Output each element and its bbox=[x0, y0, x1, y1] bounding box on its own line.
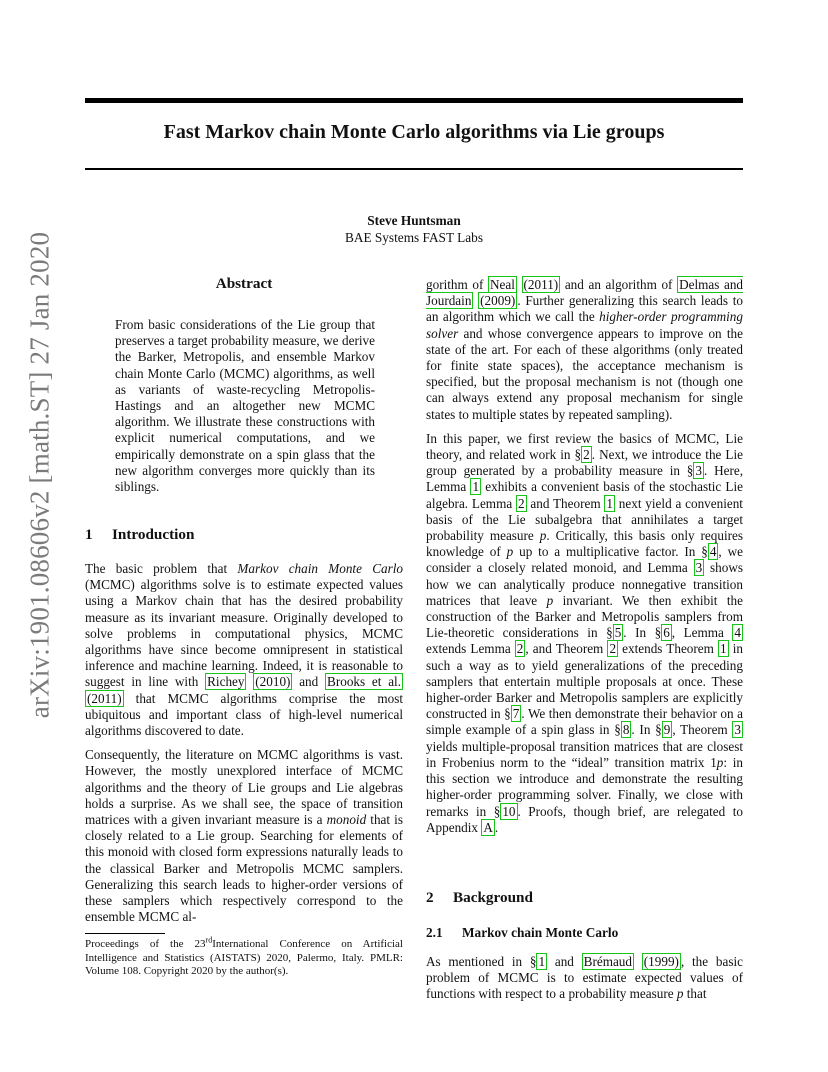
section-link[interactable]: 8 bbox=[622, 722, 630, 738]
section-link[interactable]: 7 bbox=[512, 706, 520, 722]
section-2-heading bbox=[426, 889, 533, 907]
arxiv-sidebar-id: arXiv:1901.08606v2 [math.ST] 27 Jan 2020 bbox=[24, 231, 55, 719]
citation-link[interactable]: Brooks et al. bbox=[327, 674, 402, 690]
citation-link[interactable]: Richey bbox=[207, 674, 245, 690]
section-number: 1 bbox=[85, 526, 93, 543]
citation-link[interactable]: Delmas and Jourdain bbox=[426, 277, 744, 309]
citation-link[interactable]: (2009) bbox=[480, 293, 516, 309]
lemma-link[interactable]: 1 bbox=[472, 479, 480, 495]
top-rule bbox=[85, 98, 743, 103]
lemma-link[interactable]: 3 bbox=[695, 560, 703, 576]
citation-link[interactable]: Brémaud bbox=[583, 954, 632, 969]
theorem-link[interactable]: 1 bbox=[720, 641, 727, 657]
left-column-body bbox=[85, 561, 403, 933]
theorem-link[interactable]: 3 bbox=[734, 722, 741, 738]
section-title: Introduction bbox=[112, 526, 195, 543]
section-link[interactable]: 2 bbox=[583, 447, 590, 463]
citation-link[interactable]: (1999) bbox=[643, 954, 679, 969]
section-1-heading bbox=[85, 526, 194, 544]
section-link[interactable]: 9 bbox=[663, 722, 671, 738]
author-name: Steve Huntsman bbox=[367, 213, 461, 228]
citation-link[interactable]: (2011) bbox=[523, 277, 559, 292]
theorem-link[interactable]: 1 bbox=[606, 495, 613, 511]
lemma-link[interactable]: 2 bbox=[516, 641, 524, 657]
section-link[interactable]: 1 bbox=[538, 954, 546, 969]
theorem-link[interactable]: 2 bbox=[609, 641, 617, 657]
section-link[interactable]: 10 bbox=[502, 803, 516, 819]
author-affiliation: BAE Systems FAST Labs bbox=[344, 230, 484, 245]
paper-title: Fast Markov chain Monte Carlo algorithms via Lie groups bbox=[163, 121, 665, 143]
section-link[interactable]: 6 bbox=[663, 625, 670, 641]
right-column-body bbox=[426, 277, 743, 844]
subsection-2-1-heading bbox=[426, 925, 618, 941]
citation-link[interactable]: (2011) bbox=[87, 690, 122, 706]
section-link[interactable]: 4 bbox=[709, 544, 717, 560]
section-link[interactable]: 3 bbox=[695, 463, 702, 479]
background-paragraph-1: As mentioned in § 1 and Brémaud (1999) , the basic problem of MCMC is to estimate expected values of functions with respect to a probability measure p that bbox=[426, 954, 743, 1002]
citation-link[interactable]: (2010) bbox=[255, 674, 291, 690]
section-link[interactable]: 5 bbox=[614, 625, 622, 641]
intro-paragraph-2: Consequently, the literature on MCMC algorithms is vast. However, the mostly unexplored interface of MCMC algorithms and the theory of Lie groups and Lie algebras holds a surprise. As we shall see, the space of transition matrices with a given invariant measure is a monoid that is closely related to a Lie group. Searching for elements of this monoid with closed form expressions naturally leads to the classical Barker and Metropolis MCMC samplers. Generalizing this search leads to higher-order versions of these samplers which respectively correspond to the ensemble MCMC al- bbox=[85, 747, 403, 925]
section-number: 2 bbox=[426, 889, 434, 906]
footnote-rule bbox=[85, 933, 165, 934]
appendix-link[interactable]: A bbox=[483, 819, 493, 835]
citation-link[interactable]: Neal bbox=[490, 277, 515, 292]
footnote: Proceedings of the 23rdInternational Conference on Artificial Intelligence and Statistics (AISTATS) 2020, Palermo, Italy. PMLR: Volume 108. Copyright 2020 by the author(s). bbox=[85, 935, 403, 977]
lemma-link[interactable]: 4 bbox=[734, 625, 742, 641]
author-block bbox=[85, 212, 743, 246]
title-rule bbox=[85, 168, 743, 170]
intro-paragraph-1: The basic problem that Markov chain Monte Carlo (MCMC) algorithms solve is to estimate expected values using a Markov chain that has the desired probability measure as its invariant measure. Originally developed to solve problems in computational physics, MCMC algorithms have since become omnipresent in statistical inference and machine learning. Indeed, it is reasonable to suggest in line with Richey (2010) and Brooks et al. (2011) that MCMC algorithms comprise the most ubiquitous and important class of high-level numerical algorithms discovered to date. bbox=[85, 561, 403, 739]
section-title: Background bbox=[453, 889, 533, 906]
abstract-text: From basic considerations of the Lie group that preserves a target probability measure, we derive the Barker, Metropolis, and ensemble Markov chain Monte Carlo (MCMC) algorithms, as well as variants of waste-recycling Metropolis-Hastings and an altogether new MCMC algorithm. We illustrate these constructions with explicit numerical computations, and we empirically demonstrate on a spin glass that the new algorithm converges more quickly than its siblings. bbox=[115, 317, 375, 495]
intro-paragraph-3: gorithm of Neal (2011) and an algorithm of Delmas and Jourdain (2009) . Further generalizing this search leads to an algorithm which we call the higher-order programming solver and whose convergence appears to improve on the state of the art. For each of these algorithms (only treated for finite state spaces), the acceptance mechanism is specified, but the proposal mechanism is not (though one can always extend any proposal mechanism for single states to multiple states by repeated sampling). bbox=[426, 277, 744, 422]
lemma-link[interactable]: 2 bbox=[517, 495, 525, 511]
subsection-title: Markov chain Monte Carlo bbox=[462, 925, 619, 940]
background-body bbox=[426, 954, 743, 1011]
subsection-number: 2.1 bbox=[426, 925, 443, 940]
abstract-heading: Abstract bbox=[215, 275, 273, 292]
intro-paragraph-4: In this paper, we first review the basics of MCMC, Lie theory, and related work in § 2 . Next, we introduce the Lie group generated by a probability measure in § 3 . Here, Lemma 1 exhibits a convenient basis of the stochastic Lie algebra. Lemma 2 and Theorem 1 next yield a convenient basis of the Lie subalgebra that annihilates a target probability measure p. Critically, this basis only requires knowledge of p up to a multiplicative factor. In § 4 , we consider a closely related monoid, and Lemma 3 shows how we can analytically produce nonnegative transition matrices that leave p invariant. We then exhibit the construction of the Barker and Metropolis samplers from Lie-theoretic considerations in § 5 . In § 6 , Lemma 4 extends Lemma 2 , and Theorem 2 extends Theorem 1 in such a way as to yield generalizations of the preceding samplers that entertain multiple proposals at once. These higher-order Barker and Metropolis samplers are explicitly constructed in § 7 . We then demonstrate their behavior on a simple example of a spin glass in § 8 . In § 9 , Theorem 3 yields multiple-proposal transition matrices that are closest in Frobenius norm to the “ideal” transition matrix 1p: in this section we introduce and demonstrate the resulting higher-order programming solver. Finally, we close with remarks in § 10 . Proofs, though brief, are relegated to Appendix A . bbox=[426, 430, 744, 835]
